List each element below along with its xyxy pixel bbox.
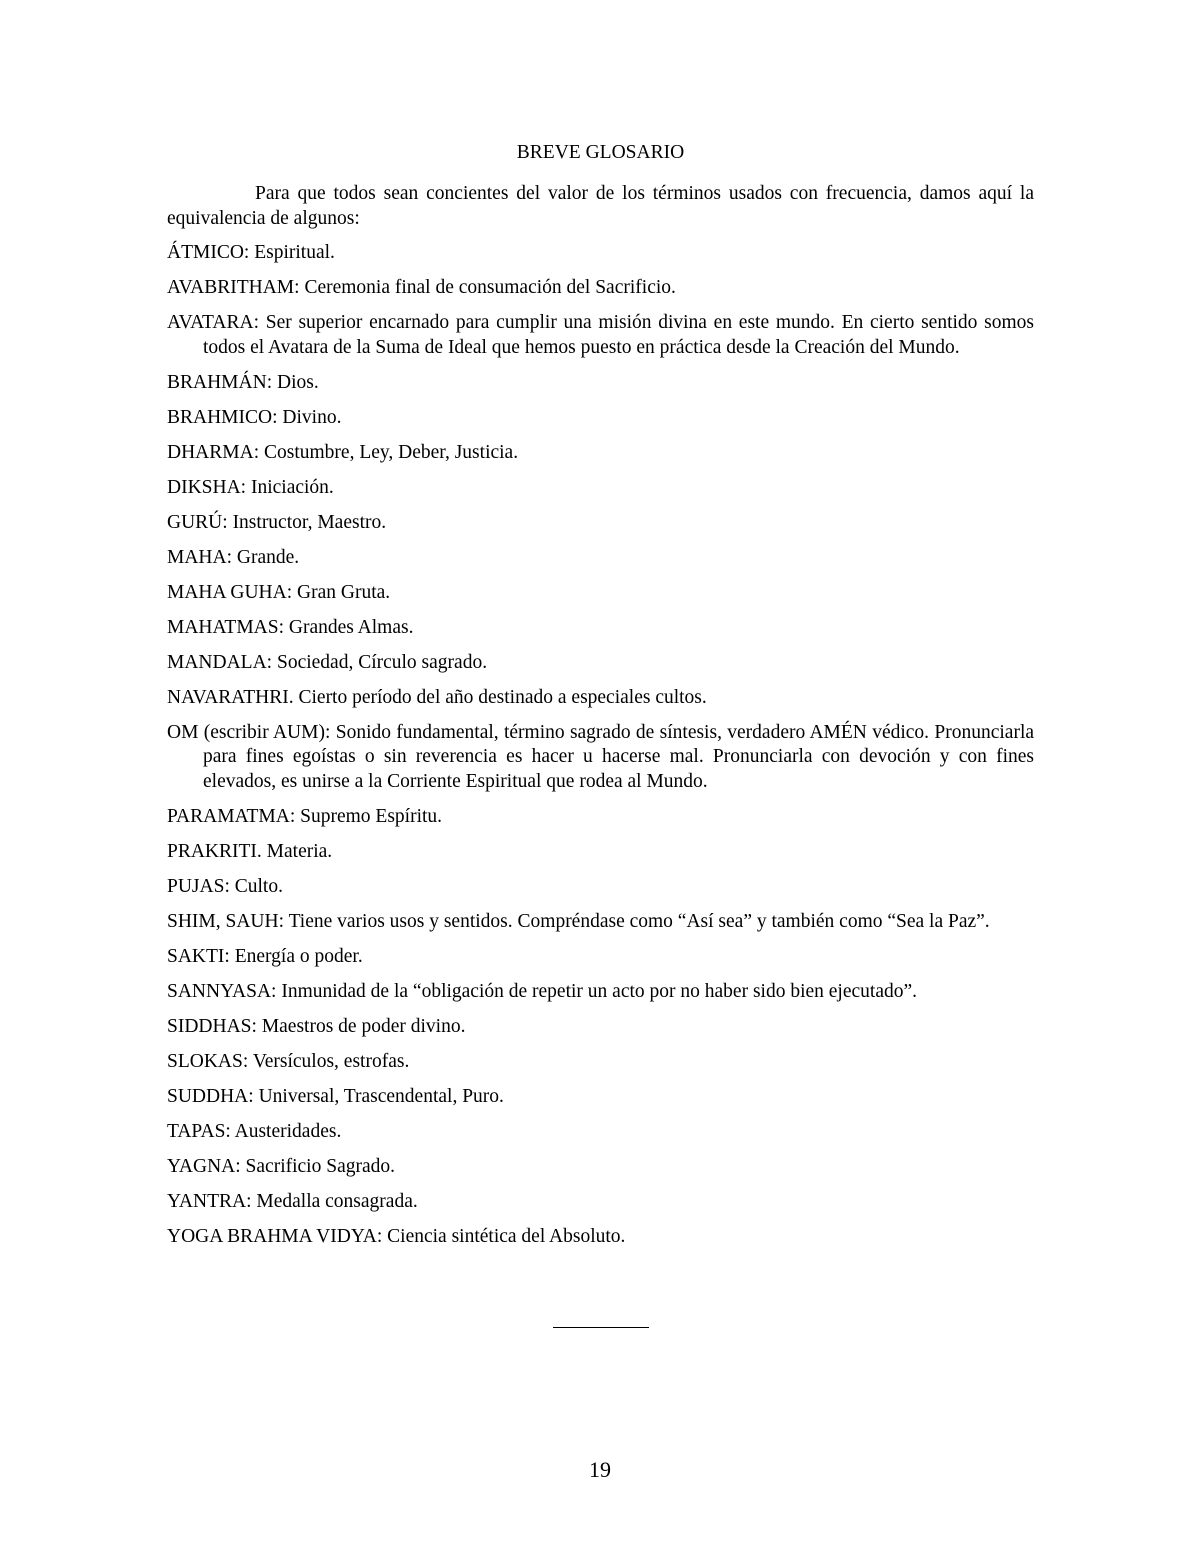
glossary-separator: : bbox=[242, 1050, 253, 1072]
glossary-term: MAHA GUHA bbox=[167, 581, 287, 603]
glossary-term: GURÚ bbox=[167, 511, 223, 533]
glossary-entry bbox=[167, 686, 1034, 711]
glossary-separator: : bbox=[253, 441, 264, 463]
glossary-term: SUDDHA bbox=[167, 1085, 249, 1107]
glossary-separator: : bbox=[224, 875, 235, 897]
glossary-definition: Ceremonia final de consumación del Sacrificio. bbox=[304, 277, 676, 298]
glossary-entry bbox=[167, 651, 1034, 676]
glossary-separator: : bbox=[248, 1085, 259, 1107]
glossary-definition: Costumbre, Ley, Deber, Justicia. bbox=[263, 441, 519, 463]
glossary-definition: Ser superior encarnado para cumplir una misión divina en este mundo. En cierto sentido somos todos el Avatara de la Suma de Ideal que hemos puesto en práctica desde la Creación del Mundo. bbox=[203, 312, 1034, 358]
glossary-separator: : bbox=[246, 1190, 257, 1212]
section-end-rule bbox=[553, 1327, 649, 1328]
intro-paragraph: Para que todos sean concientes del valor de los términos usados con frecuencia, damos aquí la equivalencia de algunos: bbox=[167, 183, 1034, 229]
glossary-separator: : bbox=[289, 805, 301, 827]
glossary-term: SANNYASA bbox=[167, 980, 272, 1002]
glossary-term: YAGNA bbox=[167, 1155, 236, 1177]
glossary-definition: Cierto período del año destinado a especiales cultos. bbox=[298, 686, 707, 708]
glossary-entry bbox=[167, 980, 1034, 1005]
glossary-separator: : bbox=[243, 242, 255, 263]
glossary-entry bbox=[167, 441, 1034, 466]
glossary-separator: . bbox=[288, 686, 299, 708]
glossary-term: BRAHMICO bbox=[167, 406, 273, 428]
glossary-separator: : bbox=[266, 371, 277, 393]
glossary-entry bbox=[167, 371, 1034, 396]
glossary-entry bbox=[167, 840, 1034, 865]
glossary-entry bbox=[167, 910, 1034, 935]
glossary-term: SHIM, SAUH bbox=[167, 910, 279, 932]
page-title: BREVE GLOSARIO bbox=[516, 142, 685, 163]
glossary-term: DHARMA bbox=[167, 441, 254, 463]
glossary-term: NAVARATHRI bbox=[167, 686, 289, 708]
glossary-definition: Maestros de poder divino. bbox=[261, 1015, 466, 1037]
glossary-separator: : bbox=[253, 312, 266, 333]
glossary-definition: Grande. bbox=[236, 546, 300, 568]
glossary-separator: : bbox=[222, 511, 233, 533]
glossary-definition: Gran Gruta. bbox=[297, 581, 391, 603]
glossary-definition: Espiritual. bbox=[254, 242, 335, 263]
glossary-definition: Materia. bbox=[266, 840, 333, 862]
glossary-entry bbox=[167, 805, 1034, 830]
glossary-term: MAHATMAS bbox=[167, 616, 279, 638]
glossary-definition: Divino. bbox=[282, 406, 342, 428]
glossary-separator: : bbox=[235, 1155, 246, 1177]
glossary-term: TAPAS bbox=[167, 1120, 226, 1142]
glossary-separator: : bbox=[224, 945, 235, 967]
glossary-separator: : bbox=[278, 910, 289, 932]
glossary-term: BRAHMÁN bbox=[167, 371, 267, 393]
glossary-term: PRAKRITI bbox=[167, 840, 257, 862]
glossary-separator: . bbox=[256, 840, 267, 862]
glossary-term: YANTRA bbox=[167, 1190, 247, 1212]
glossary-entry bbox=[167, 511, 1034, 536]
glossary-entry bbox=[167, 721, 1034, 795]
glossary-entry bbox=[167, 311, 1034, 360]
glossary-separator: : bbox=[251, 1015, 262, 1037]
glossary-term: YOGA BRAHMA VIDYA bbox=[167, 1225, 377, 1247]
glossary-separator: : bbox=[271, 980, 282, 1002]
glossary-separator: : bbox=[272, 406, 283, 428]
glossary-definition: Dios. bbox=[276, 371, 319, 393]
glossary-definition: Instructor, Maestro. bbox=[232, 511, 387, 533]
glossary-term: PUJAS bbox=[167, 875, 225, 897]
glossary-term: PARAMATMA bbox=[167, 805, 290, 827]
glossary-entry bbox=[167, 1155, 1034, 1180]
glossary-separator: : bbox=[286, 581, 298, 603]
glossary-definition: Versículos, estrofas. bbox=[252, 1050, 410, 1072]
glossary-definition: Sonido fundamental, término sagrado de síntesis, verdadero AMÉN védico. Pronunciarla para fines egoístas o sin reverencia es hacer u hacerse mal. Pronunciarla con devoción y con fines elevados, es unirse a la Corriente Espiritual que rodea al Mundo. bbox=[203, 721, 1035, 792]
glossary-definition: Grandes Almas. bbox=[288, 616, 414, 638]
glossary-term: OM (escribir AUM) bbox=[167, 721, 325, 743]
glossary-definition: Culto. bbox=[234, 875, 283, 897]
glossary-term: MAHA bbox=[167, 546, 227, 568]
glossary-separator: : bbox=[376, 1225, 388, 1247]
glossary-definition: Medalla consagrada. bbox=[256, 1190, 418, 1212]
glossary-term: SAKTI bbox=[167, 945, 225, 967]
glossary-entry bbox=[167, 1050, 1034, 1075]
glossary-definition: Iniciación. bbox=[250, 476, 334, 498]
glossary-term: DIKSHA bbox=[167, 476, 241, 498]
glossary-definition: Ciencia sintética del Absoluto. bbox=[387, 1225, 626, 1247]
glossary-entry bbox=[167, 945, 1034, 970]
glossary-separator: : bbox=[225, 1120, 235, 1142]
glossary-separator: : bbox=[278, 616, 289, 638]
glossary-separator: : bbox=[324, 721, 336, 743]
glossary-list bbox=[167, 241, 1034, 1249]
glossary-term: ÁTMICO bbox=[167, 242, 244, 263]
glossary-definition: Universal, Trascendental, Puro. bbox=[258, 1085, 504, 1107]
glossary-definition: Sacrificio Sagrado. bbox=[245, 1155, 395, 1177]
glossary-separator: : bbox=[266, 651, 277, 673]
glossary-definition: Inmunidad de la “obligación de repetir un acto por no haber sido bien ejecutado”. bbox=[281, 980, 918, 1002]
glossary-separator: : bbox=[240, 476, 251, 498]
page-number: 19 bbox=[589, 1457, 611, 1482]
glossary-entry bbox=[167, 616, 1034, 641]
glossary-entry bbox=[167, 1015, 1034, 1040]
glossary-entry bbox=[167, 875, 1034, 900]
glossary-entry bbox=[167, 581, 1034, 606]
glossary-entry bbox=[167, 241, 1034, 266]
glossary-entry bbox=[167, 1225, 1034, 1250]
glossary-entry bbox=[167, 1120, 1034, 1145]
glossary-term: SIDDHAS bbox=[167, 1015, 252, 1037]
glossary-definition: Tiene varios usos y sentidos. Compréndase como “Así sea” y también como “Sea la Paz”. bbox=[288, 910, 990, 932]
glossary-entry bbox=[167, 546, 1034, 571]
glossary-term: AVABRITHAM bbox=[167, 277, 295, 298]
glossary-separator: : bbox=[226, 546, 237, 568]
document-page bbox=[167, 140, 1034, 1260]
glossary-entry bbox=[167, 1190, 1034, 1215]
glossary-separator: : bbox=[294, 277, 305, 298]
glossary-term: MANDALA bbox=[167, 651, 267, 673]
glossary-entry bbox=[167, 476, 1034, 501]
glossary-definition: Austeridades. bbox=[234, 1120, 342, 1142]
glossary-term: SLOKAS bbox=[167, 1050, 243, 1072]
glossary-definition: Supremo Espíritu. bbox=[300, 805, 443, 827]
glossary-entry bbox=[167, 276, 1034, 301]
glossary-definition: Sociedad, Círculo sagrado. bbox=[276, 651, 488, 673]
glossary-definition: Energía o poder. bbox=[234, 945, 363, 967]
glossary-entry bbox=[167, 1085, 1034, 1110]
glossary-term: AVATARA bbox=[167, 312, 254, 333]
glossary-entry bbox=[167, 406, 1034, 431]
